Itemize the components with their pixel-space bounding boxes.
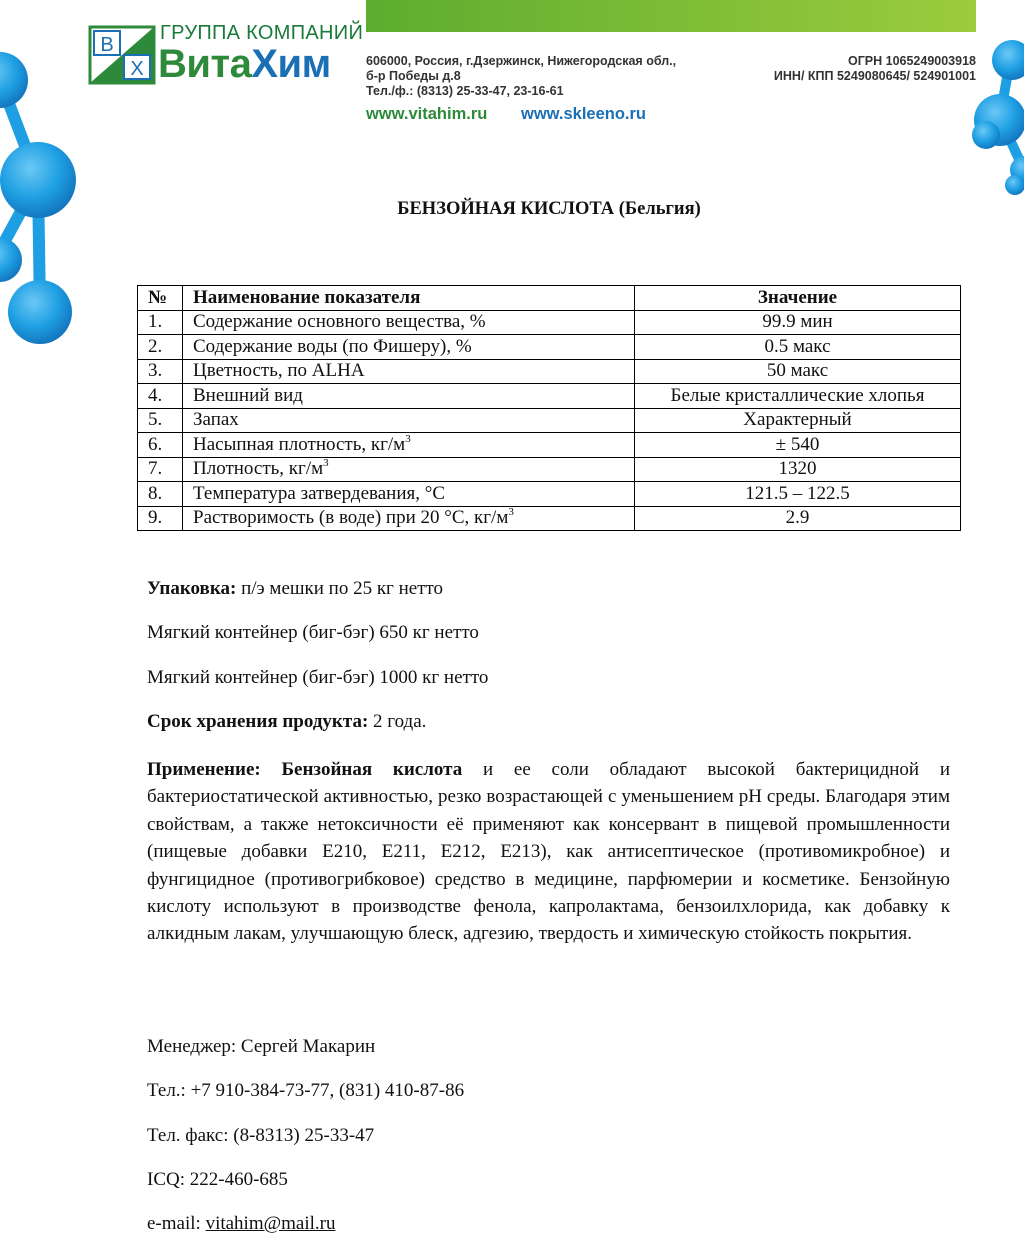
row-number: 3.: [138, 359, 183, 384]
contact-phone: Тел.: +7 910-384-73-77, (831) 410-87-86: [147, 1080, 465, 1101]
table-row: [138, 335, 961, 360]
row-parameter: Запах: [183, 408, 635, 433]
row-parameter: Содержание воды (по Фишеру), %: [183, 335, 635, 360]
table-row: [138, 457, 961, 482]
header-ogrn: ОГРН 1065249003918: [847, 54, 976, 68]
contact-icq: ICQ: 222-460-685: [147, 1169, 288, 1190]
row-number: 1.: [138, 310, 183, 335]
row-number: 2.: [138, 335, 183, 360]
table-row: [138, 506, 961, 531]
application-paragraph: Применение: Бензойная кислота и ее соли обладают высокой бактерицидной и бактериостатической активностью, резко возрастающей с уменьшением pH среды. Благодаря этим свойствам, а также нетоксичности её применяют как консервант в пищевой промышленности (пищевые добавки E210, E211, E212, E213), как антисептическое (противомикробное) и фунгицидное (противогрибковое) средство в медицине, парфюмерии и косметике. Бензойную кислоту используют в производстве фенола, капролактама, бензоилхлорида, как добавку к алкидным лакам, улучшающую блеск, адгезию, твердость и химическую стойкость покрытия.: [147, 759, 951, 945]
logo-brand-part2: Хим: [251, 42, 331, 86]
email-link[interactable]: vitahim@mail.ru: [205, 1213, 336, 1234]
row-value: ± 540: [635, 433, 961, 458]
row-parameter: Цветность, по ALHA: [183, 359, 635, 384]
row-value: 121.5 – 122.5: [635, 482, 961, 507]
header-address-line1: 606000, Россия, г.Дзержинск, Нижегородская обл.,: [366, 54, 677, 68]
logo-group-label: ГРУППА КОМПАНИЙ: [160, 22, 364, 44]
row-value: 2.9: [635, 506, 961, 531]
row-parameter: Насыпная плотность, $кг/м^3$: [183, 433, 635, 458]
packaging-line1: Упаковка: п/э мешки по 25 кг нетто: [147, 578, 444, 599]
row-number: 5.: [138, 408, 183, 433]
table-row: [138, 310, 961, 335]
specification-table: [137, 285, 961, 531]
header-parameter: Наименование показателя: [183, 286, 635, 311]
table-row: [138, 433, 961, 458]
document-title: БЕНЗОЙНАЯ КИСЛОТА (Бельгия): [397, 199, 701, 219]
row-number: 9.: [138, 506, 183, 531]
logo-letter-h: Х: [130, 58, 144, 80]
row-value: 1320: [635, 457, 961, 482]
header-value: Значение: [635, 286, 961, 311]
application-subject: Бензойная кислота: [281, 759, 463, 780]
row-value: Белые кристаллические хлопья: [635, 384, 961, 409]
header-green-bar: [366, 0, 976, 32]
company-logo: [88, 25, 156, 90]
contact-manager: Менеджер: Сергей Макарин: [147, 1036, 376, 1057]
packaging-label: Упаковка:: [147, 578, 237, 599]
contact-email: e-mail: vitahim@mail.ru: [147, 1213, 336, 1234]
table-row: [138, 359, 961, 384]
logo-emblem-icon: [88, 25, 156, 85]
row-value: Характерный: [635, 408, 961, 433]
row-parameter: Плотность, $кг/м^3$: [183, 457, 635, 482]
left-molecule-graphic: [0, 52, 76, 344]
row-value: 0.5 макс: [635, 335, 961, 360]
header-inn-kpp: ИНН/ КПП 5249080645/ 524901001: [773, 69, 976, 83]
header-number: №: [138, 286, 183, 311]
row-number: 7.: [138, 457, 183, 482]
table-row: [138, 482, 961, 507]
row-number: 6.: [138, 433, 183, 458]
website-link-skleeno[interactable]: www.skleeno.ru: [521, 105, 647, 123]
table-header-row: [138, 286, 961, 311]
right-molecule-graphic: [972, 40, 1024, 195]
website-link-vitahim[interactable]: www.vitahim.ru: [366, 105, 488, 123]
row-parameter: Растворимость (в воде) при 20 °С, $кг/м^3$: [183, 506, 635, 531]
logo-brand-name: [158, 42, 331, 87]
table-row: [138, 408, 961, 433]
shelf-life-label: Срок хранения продукта:: [147, 711, 369, 732]
packaging-line3: Мягкий контейнер (биг-бэг) 1000 кг нетто: [147, 667, 489, 688]
logo-brand-part1: Вита: [158, 42, 252, 86]
row-number: 8.: [138, 482, 183, 507]
row-value: 50 макс: [635, 359, 961, 384]
row-number: 4.: [138, 384, 183, 409]
row-parameter: Содержание основного вещества, %: [183, 310, 635, 335]
logo-letter-v: В: [100, 34, 114, 56]
header-phone: Тел./ф.: (8313) 25-33-47, 23-16-61: [366, 84, 564, 98]
row-value: 99.9 мин: [635, 310, 961, 335]
contact-fax: Тел. факс: (8-8313) 25-33-47: [147, 1125, 375, 1146]
table-row: [138, 384, 961, 409]
application-label: Применение:: [147, 759, 261, 780]
row-parameter: Внешний вид: [183, 384, 635, 409]
packaging-line2: Мягкий контейнер (биг-бэг) 650 кг нетто: [147, 622, 479, 643]
shelf-life: Срок хранения продукта: 2 года.: [147, 711, 427, 732]
header-address-line2: б-р Победы д.8: [366, 69, 461, 83]
row-parameter: Температура затвердевания, °С: [183, 482, 635, 507]
